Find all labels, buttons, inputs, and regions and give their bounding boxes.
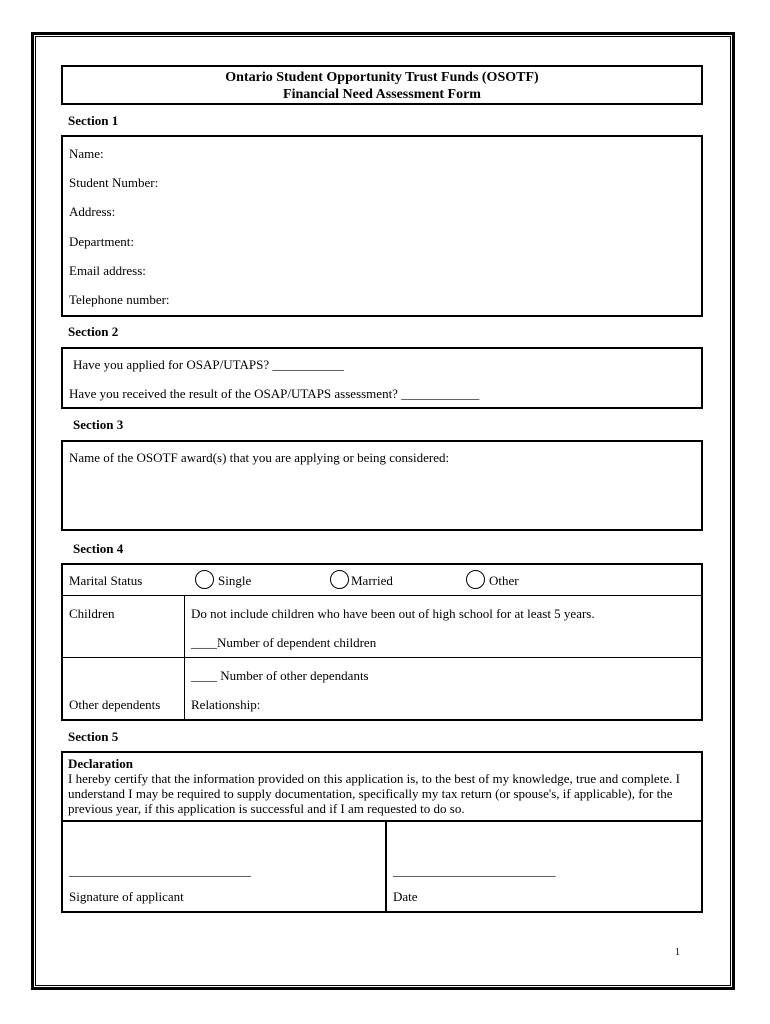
row-divider	[62, 657, 702, 658]
row-divider	[62, 820, 702, 822]
declaration-text: I hereby certify that the information provided on this application is, to the best of my knowledge, true and complete. I understand I may be required to supply documentation, specifically my tax return (or spouse's, if applicable), for the previous year, if this application is successful and if I am requested to do so.	[68, 771, 680, 816]
married-radio[interactable]	[330, 570, 349, 589]
dependent-children-count[interactable]: ____Number of dependent children	[191, 635, 377, 650]
email-field[interactable]: Email address:	[69, 263, 146, 278]
date-label: Date	[393, 889, 418, 904]
other-dependants-count[interactable]: ____ Number of other dependants	[191, 668, 369, 683]
address-field[interactable]: Address:	[69, 204, 116, 219]
name-field[interactable]: Name:	[69, 146, 104, 161]
student-number-field[interactable]: Student Number:	[69, 175, 159, 190]
page-number: 1	[675, 947, 680, 958]
other-dependents-label: Other dependents	[69, 697, 161, 712]
section-4-label: Section 4	[73, 541, 124, 556]
osap-applied-question[interactable]: Have you applied for OSAP/UTAPS? ___________	[73, 357, 344, 372]
marital-status-label: Marital Status	[69, 573, 143, 588]
section-2-label: Section 2	[68, 324, 119, 339]
department-field[interactable]: Department:	[69, 234, 134, 249]
form-subtitle: Financial Need Assessment Form	[283, 87, 481, 102]
column-divider	[184, 596, 185, 720]
children-note: Do not include children who have been out of high school for at least 5 years.	[191, 606, 595, 621]
row-divider	[62, 595, 702, 596]
other-option-label[interactable]: Other	[489, 573, 519, 588]
section-1-label: Section 1	[68, 113, 119, 128]
declaration-title: Declaration	[68, 756, 133, 771]
single-option-label[interactable]: Single	[218, 573, 252, 588]
section-1-box	[61, 135, 703, 317]
column-divider	[385, 821, 387, 912]
relationship-field[interactable]: Relationship:	[191, 697, 261, 712]
section-5-label: Section 5	[68, 729, 119, 744]
osap-result-question[interactable]: Have you received the result of the OSAP/UTAPS assessment? ____________	[69, 386, 480, 401]
section-3-label: Section 3	[73, 417, 124, 432]
children-label: Children	[69, 606, 115, 621]
signature-label: Signature of applicant	[69, 889, 184, 904]
single-radio[interactable]	[195, 570, 214, 589]
form-title: Ontario Student Opportunity Trust Funds (OSOTF)	[225, 70, 539, 85]
signature-line[interactable]: ____________________________	[69, 863, 251, 878]
award-name-prompt[interactable]: Name of the OSOTF award(s) that you are applying or being considered:	[69, 450, 450, 465]
other-radio[interactable]	[466, 570, 485, 589]
telephone-field[interactable]: Telephone number:	[69, 292, 170, 307]
form-title-box	[61, 65, 703, 105]
married-option-label[interactable]: Married	[351, 573, 393, 588]
date-line[interactable]: _________________________	[393, 863, 556, 878]
declaration-block	[68, 756, 698, 816]
